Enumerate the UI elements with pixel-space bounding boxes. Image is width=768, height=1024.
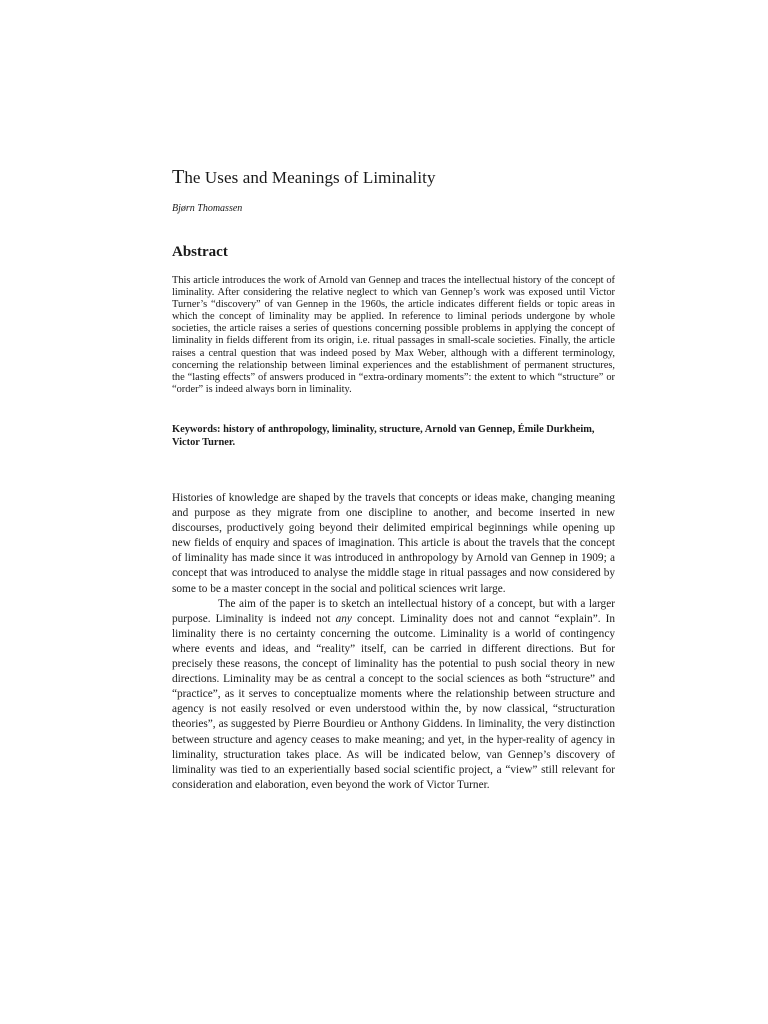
abstract-text: This article introduces the work of Arnold van Gennep and traces the intellectual history of the concept of liminality. After considering the relative neglect to which van Gennep’s work was exposed until Victor Turner’s “discovery” of van Gennep in the 1960s, the article indicates different fields or topic areas in which the concept of liminality may be applied. In reference to liminal periods undergone by whole societies, the article raises a series of questions concerning possible problems in applying the concept of liminality in fields different from its origin, i.e. ritual passages in small-scale societies. Finally, the article raises a central question that was indeed posed by Max Weber, although with a different terminology, concerning the relationship between liminal experiences and the establishment of permanent structures, the “lasting effects” of answers produced in “extra-ordinary moments”: the extent to which “structure” or “order” is indeed always born in liminality.	[172, 275, 615, 395]
body-paragraph	[172, 597, 615, 793]
title-rest: he Uses and Meanings of Liminality	[184, 168, 436, 187]
paragraph-text: The aim of the paper is to sketch an intellectual history of a concept, but with a larger purpose. Liminality is indeed not	[172, 597, 615, 625]
paragraph-text: concept. Liminality does not and cannot “explain”. In liminality there is no certainty concerning the outcome. Liminality is a world of contingency where events and ideas, and “reality” itself, can be carried in different directions. But for precisely these reasons, the concept of liminality has the potential to push social theory in new directions. Liminality may be as central a concept to the social sciences as both “structure” and “practice”, as it serves to conceptualize moments where the relationship between structure and agency is not easily resolved or even understood within the, by now classical, “structuration theories”, as suggested by Pierre Bourdieu or Anthony Giddens. In liminality, the very distinction between structure and agency ceases to make meaning; and yet, in the hyper-reality of agency in liminality, structuration takes place. As will be indicated below, van Gennep’s discovery of liminality was tied to an experientially based social scientific project, a “view” still relevant for consideration and elaboration, even beyond the work of Victor Turner.	[172, 612, 615, 791]
author-name: Bjørn Thomassen	[172, 203, 243, 214]
keywords: Keywords: history of anthropology, liminality, structure, Arnold van Gennep, Émile Durkheim, Victor Turner.	[172, 424, 595, 448]
body-paragraph: Histories of knowledge are shaped by the travels that concepts or ideas make, changing meaning and purpose as they migrate from one discipline to another, and become inserted in new discourses, productively going beyond their delimited empirical beginnings while opening up new fields of enquiry and spaces of imagination. This article is about the travels that the concept of liminality has made since it was introduced in anthropology by Arnold van Gennep in 1909; a concept that was introduced to analyse the middle stage in ritual passages and now considered by some to be a master concept in the social and political sciences writ large.	[172, 492, 615, 595]
emphasis-text: any	[335, 612, 352, 625]
abstract-heading: Abstract	[172, 244, 228, 260]
paper-title	[172, 166, 615, 189]
title-initial: T	[172, 166, 185, 188]
body-text	[172, 491, 615, 793]
